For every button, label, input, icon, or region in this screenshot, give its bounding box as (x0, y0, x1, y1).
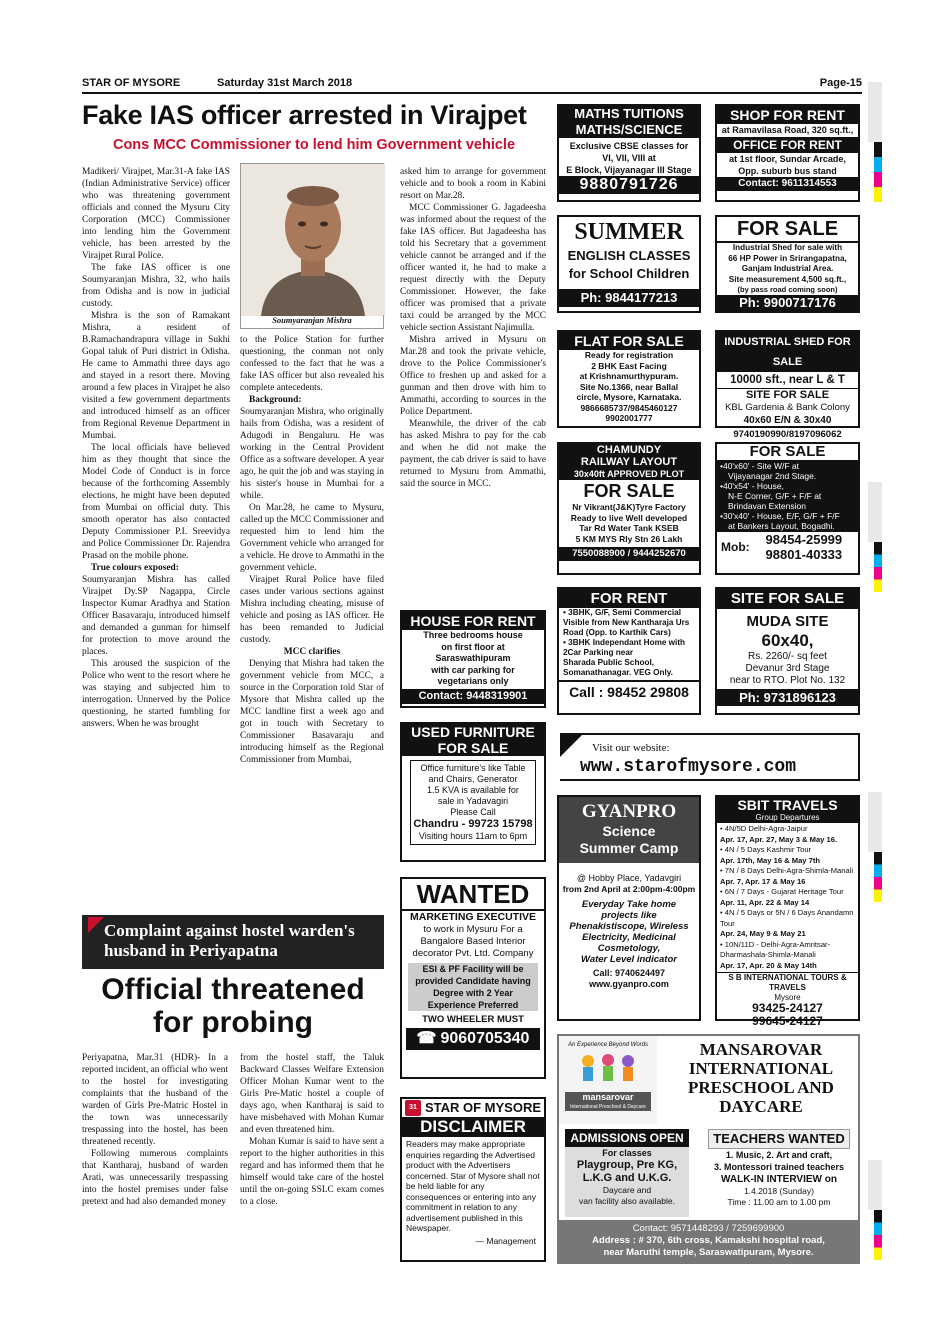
ad-text: decorator Pvt. Ltd. Company (412, 948, 534, 959)
paragraph: MCC Commissioner G. Jagadeesha was informed about the request of the fake IAS officer. But Jagadeesha has told his Secretary that a government vehicle cannot be arranged and if the officer wanted it, he had to make a request directly with the Deputy Commissioner. However, the fake officer was promised that a private taxi could be arranged by the MCC vehicle section Assistant Najimulla. (400, 203, 546, 333)
ad-phone: 99645-24127 (752, 1014, 823, 1028)
ad-website (560, 733, 860, 781)
flag-icon (88, 917, 104, 933)
ad-text: and Chairs, Generator (428, 774, 518, 784)
ad-chamundy (557, 442, 701, 575)
margin-bar (868, 1160, 882, 1210)
ad-text: Opp. suburb bus stand (738, 166, 837, 176)
ad-site-sale (715, 587, 860, 715)
paragraph: Madikeri/ Virajpet, Mar.31-A fake IAS (Indian Administrative Service) officer who was threatening government officials and conned the Mysuru City Corporation (MCC) Commissioner into lending him the Government vehicle, has been arrested by the Virajpet Rural Police. (82, 167, 230, 261)
ad-text: Degree with 2 Year (433, 988, 513, 998)
ad-phone: Contact: 9611314553 (717, 177, 858, 191)
ad-text: 1.5 KVA is available for (427, 785, 519, 795)
ad-text: Office furniture's like Table (420, 763, 526, 773)
ad-text: van facility also available. (579, 1196, 675, 1206)
ad-phone: 9902001777 (605, 413, 653, 423)
ad-text: Ready for registration (584, 350, 674, 360)
ad-text: Water Level indicator (581, 954, 677, 965)
paragraph: On Mar.28, he came to Mysuru, called up the MCC Commissioner and requested him to lend him the Government vehicle who arranged for a vehicle. He drove to Ammathi in the government vehicle. (240, 503, 384, 573)
ad-text: L.K.G and U.K.G. (582, 1172, 672, 1184)
ad-text: from 2nd April at 2:00pm-4:00pm (562, 884, 696, 894)
paragraph: Mishra arrived in Mysuru on Mar.28 and took the private vehicle, drove to the Police Commissioner's Office to freshen up and asked for a gunman and then drove with him to Ammathi, according to sources in the Police Department. (400, 335, 546, 417)
ad-logo: International Preschool & Daycare (565, 1103, 651, 1111)
ad-text: Time : 11.00 am to 1.00 pm (727, 1197, 831, 1207)
ad-summer (557, 215, 701, 313)
ad-shop-rent (715, 104, 860, 202)
ad-title: MATHS/SCIENCE (559, 122, 699, 138)
issue-date: Saturday 31st March 2018 (217, 77, 353, 89)
ad-text: • 3BHK, G/F, Semi Commercial (563, 608, 681, 617)
ad-flat (557, 330, 701, 428)
ad-title: INDUSTRIAL SHED FOR SALE (717, 332, 858, 372)
list-item: • 6N / 7 Days - Gujarat Heritage Tour (720, 887, 844, 896)
ad-text: 2 BHK East Facing (591, 360, 667, 371)
ad-logo: mansarovar (565, 1092, 651, 1103)
list-item: Apr. 11, Apr. 22 & May 14 (720, 897, 810, 907)
ad-for-sale-shed (715, 215, 860, 313)
subhead: MCC clarifies (283, 647, 341, 657)
ad-phone: Ph: 9900717176 (717, 295, 858, 311)
ad-maths (557, 104, 701, 202)
ad-text: 40x60 E/N & 30x40 (743, 415, 832, 426)
ad-text: MARKETING EXECUTIVE (409, 911, 536, 923)
list-item: Apr. 17, Apr. 27, May 3 & May 16. (720, 834, 838, 844)
ad-disclaimer (400, 1097, 546, 1262)
ad-text: VI, VII, VIII at (602, 153, 656, 163)
ad-phone: 98454-25999 (765, 532, 843, 547)
main-col-3 (400, 166, 546, 606)
ad-title: FLAT FOR SALE (559, 332, 699, 350)
photo-caption: Soumyaranjan Mishra (240, 315, 384, 329)
ad-title: Science (602, 823, 656, 839)
main-col-2 (240, 334, 384, 894)
ad-text: Site No.1366, near Ballal (579, 381, 679, 392)
ad-title: GYANPRO (581, 801, 677, 822)
second-col-1 (82, 1052, 228, 1262)
kids-icon (573, 1051, 643, 1085)
margin-bar (868, 792, 882, 852)
corner-icon (560, 735, 582, 757)
paragraph: Virajpet Rural Police have filed cases under various sections against Mishra including cheating, misuse of vehicle and posing as IAS officer. He has been remanded to Judicial custody. (240, 575, 384, 645)
ad-phone: Call : 98452 29808 (559, 680, 699, 702)
ad-text: Tar Rd Water Tank KSEB (579, 523, 679, 533)
ad-text: near Maruthi temple, Saraswatipuram, Mysore. (603, 1247, 814, 1258)
ad-text: 1. Music, 2. Art and craft, (725, 1150, 833, 1160)
ad-text: 1.4.2018 (Sunday) (744, 1186, 814, 1196)
cmyk-mark (874, 142, 882, 202)
ad-title: INTERNATIONAL (688, 1059, 834, 1078)
list-item: Apr. 7, Apr. 17 & May 16 (720, 876, 806, 886)
person-photo (241, 164, 385, 316)
ad-text: Address : # 370, 6th cross, Kamakshi hospital road, (592, 1235, 825, 1246)
ad-wanted (400, 877, 546, 1079)
banner-text: Complaint against hostel warden's husband in Periyapatna (104, 921, 355, 960)
ad-title: HOUSE FOR RENT (402, 612, 544, 630)
ad-text: Electricity, Medicinal (582, 932, 676, 943)
ad-text: Exclusive CBSE classes for (569, 141, 689, 151)
ad-title: FOR SALE (717, 217, 858, 243)
ad-title: TEACHERS WANTED (708, 1129, 849, 1149)
subhead-label: Background: (249, 395, 302, 405)
paragraph: Periyapatna, Mar.31 (HDR)- In a reported incident, an official who went to the hostel for investigating complaints that the husband of the warden of Girls Pre-Matric Hostel in the town was unnecessarily trespassing into the hostel, has been threatened recently. (82, 1053, 228, 1147)
ad-phone: 7550088900 / 9444252670 (559, 547, 699, 561)
ad-phone: Chandru - 99723 15798 (413, 818, 533, 830)
ad-phone: 9740190990/8197096062 (717, 427, 858, 442)
main-subhead: Cons MCC Commissioner to lend him Government vehicle (112, 137, 516, 153)
ad-text: WALK-IN INTERVIEW on (721, 1174, 837, 1185)
ad-text: Mysore (774, 993, 801, 1002)
ad-text: on first floor at (441, 641, 505, 652)
ad-title: MUDA SITE (746, 613, 829, 630)
ad-text: at 1st floor, Sundar Arcade, (729, 154, 846, 164)
ad-title: SITE FOR SALE (717, 388, 858, 402)
ad-phone: 9060705340 (440, 1030, 530, 1047)
margin-bar (868, 482, 882, 542)
ad-text: @ Hobby Place, Yadavgiri (576, 873, 682, 883)
ad-text: Experience Preferred (427, 1000, 519, 1010)
ad-text: at Krishnamurthypuram. (579, 371, 679, 381)
ad-text: (by pass road coming soon) (737, 285, 838, 294)
ad-title: STAR OF MYSORE (424, 1100, 542, 1115)
ad-title: DAYCARE (719, 1097, 803, 1116)
paragraph: Soumyaranjan Mishra has called Virajpet Dy.SP Nagappa, Circle Inspector Kumar Aradhya and Station Officer Basavaraju, introduced himself and demanded a gunman for himself for protection to move around the places. (82, 575, 230, 657)
ad-phone: 9866685737/9845460127 (580, 402, 678, 413)
ad-phone: Contact: 9448319901 (402, 689, 544, 704)
ad-text: Three bedrooms house (423, 630, 523, 640)
paragraph: The local officials have believed him as they thought that since the Model Code of Conduct is in force because of the forthcoming Assembly elections, he might have been deputed from Mumbai on official duty. This smooth operator has also contacted Deputy Commissioner P.I. Sreevidya and Police Commissioner Dr. Rajendra Prasad on the mobile phone. (82, 443, 230, 561)
ad-text: 60x40, (761, 631, 814, 650)
ad-text: Visible from New Kantharaja Urs (563, 618, 690, 627)
ad-gyanpro (557, 795, 701, 1021)
ad-text: to work in Mysuru For a (423, 924, 523, 935)
ad-text: Industrial Shed for sale with (732, 243, 843, 252)
paragraph: from the hostel staff, the Taluk Backward Classes Welfare Extension Officer Mohan Kumar went to the Girls Pre-Matic hostel a couple of days ago, when Kantharaj is said to have misbehaved with Mohan Kumar and even threatened him. (240, 1053, 384, 1135)
ad-phone: Ph: 9844177213 (559, 289, 699, 307)
ad-title: USED FURNITURE (402, 724, 544, 740)
ad-text: 10000 sft., near L & T (730, 374, 845, 386)
ad-text: An Experience Beyond Words (567, 1042, 649, 1048)
ad-sbit-travels (715, 795, 860, 1028)
ad-text: sale in Yadavagiri (437, 796, 509, 806)
cmyk-mark (874, 1210, 882, 1260)
ad-text: Devanur 3rd Stage (745, 663, 830, 674)
ad-text: Vijayanagar 2nd Stage. (728, 471, 817, 481)
ad-text: 2Car Parking near (563, 648, 634, 657)
subhead-label: True colours exposed: (91, 563, 179, 573)
ad-text: Cosmetology, (597, 943, 661, 954)
ad-text: circle, Mysore, Karnataka. (576, 392, 682, 402)
ad-text: Sharada Public School, (563, 658, 654, 667)
ad-for-rent (557, 587, 701, 715)
list-item: Apr. 24, May 9 & May 21 (720, 929, 806, 938)
ad-text: Please Call (450, 807, 496, 817)
ad-text: — Management (475, 1235, 536, 1246)
ad-text: vegetarians only (437, 676, 509, 686)
paragraph: to the Police Station for further questioning, the conman not only confessed to the fact that he was a fake IAS officer but also revealed his complete antecedents. (240, 335, 384, 393)
second-headline: Official threatened for probing (101, 973, 365, 1039)
ad-text: Phenakistiscope, Wireless (569, 921, 689, 932)
list-item: Apr. 17, Apr. 20 & May 14th (720, 960, 817, 970)
ad-text: at Bankers Layout, Bogadhi. (728, 521, 835, 531)
ad-text: Bangalore Based Interior (420, 936, 526, 947)
ad-phone: 9880791726 (559, 176, 699, 194)
ad-phone: Ph: 9731896123 (717, 689, 858, 706)
ad-text: Somanathanagar. VEG Only. (563, 668, 673, 677)
ad-title: MANSAROVAR (699, 1040, 823, 1059)
phone-icon: ☎ (416, 1030, 437, 1047)
ad-text: at Ramavilasa Road, 320 sq.ft., (721, 125, 854, 135)
ad-for-sale-houses (715, 442, 860, 575)
ad-title: WANTED (402, 879, 544, 911)
tour-list (717, 823, 858, 972)
list-item: • 7N / 8 Days Delhi-Agra-Shimla-Manali (720, 866, 854, 875)
ad-text: Readers may make appropriate enquiries regarding the Advertised product with the Advertisers concerned. Star of Mysore shall not be held liable for any consequences or entering into any commitment in relation to any advertisement published in this Newspaper. (406, 1139, 540, 1233)
ad-text: near to RTO. Plot No. 132 (729, 675, 846, 686)
ad-text: N-E Corner, G/F + F/F at (728, 491, 822, 501)
main-headline: Fake IAS officer arrested in Virajpet (82, 100, 527, 130)
margin-bar (868, 82, 882, 142)
ad-text: provided Candidate having (415, 976, 531, 986)
ad-house-rent (400, 610, 546, 708)
ad-title: SBIT TRAVELS (717, 797, 858, 813)
ad-text: Rs. 2260/- sq feet (748, 651, 827, 662)
ad-title: Summer Camp (579, 840, 679, 856)
ad-title: FOR SALE (749, 443, 826, 460)
ad-phone: 98801-40333 (765, 547, 843, 562)
ad-text: Site measurement 4,500 sq.ft., (728, 274, 847, 284)
ad-text: Playgroup, Pre KG, (576, 1159, 678, 1171)
ad-text: Daycare and (602, 1185, 652, 1195)
ad-text: projects like (601, 910, 657, 921)
main-col-1 (82, 166, 230, 893)
ad-text: ESI & PF Facility will be (422, 964, 524, 974)
ad-title: MATHS TUITIONS (559, 106, 699, 122)
page-number: Page-15 (819, 77, 862, 89)
ad-title: ADMISSIONS OPEN (565, 1129, 689, 1147)
ad-title: RAILWAY LAYOUT (559, 456, 699, 468)
list-item: • 10N/11D - Delhi-Agra-Amritsar- (720, 939, 831, 949)
ad-text: 66 HP Power in Srirangapatna, (728, 253, 847, 263)
ad-text: Visit our website: (592, 742, 670, 754)
ad-title: SITE FOR SALE (717, 589, 858, 609)
ad-title: CHAMUNDY (559, 444, 699, 456)
paragraph: The fake IAS officer is one Soumyaranjan Mishra, 32, who hails from Odisha and is now in judicial custody. (82, 263, 230, 309)
ad-title: FOR SALE (402, 740, 544, 756)
ad-text: Everyday Take home (581, 899, 677, 910)
paragraph: Denying that Mishra had taken the government vehicle from MCC, a source in the Corporation told Star of Mysore that Mishra called up the MCC landline first a week ago and got in touch with Secretary to Commissioner Basavaraju and introducing himself as the Regional Commissioner from Mumbai, (240, 659, 384, 765)
ad-text: E Block, Vijayanagar III Stage (566, 165, 692, 175)
ad-text: • 3BHK Independant Home with (563, 638, 686, 647)
ad-text: 5 KM MYS Rly Stn 26 Lakh (575, 533, 683, 544)
ad-text: ENGLISH CLASSES (567, 248, 691, 263)
list-item: • 4N / 5 Days or 5N / 6 Days Anandamn Tour (720, 908, 854, 928)
ad-text: •30'x40' - House, E/F, G/F + F/F (720, 511, 840, 521)
ad-text: S B INTERNATIONAL TOURS & TRAVELS (717, 972, 858, 993)
ad-link: www.gyanpro.com (589, 979, 669, 989)
complaint-banner (82, 915, 384, 969)
ad-title: SHOP FOR RENT (717, 106, 858, 124)
ad-text: Road (Opp. to Karthik Cars) (563, 628, 671, 637)
ad-text: For classes (602, 1148, 652, 1158)
cmyk-mark (874, 542, 882, 592)
ad-text: •40'x60' - Site W/F at (720, 461, 799, 471)
ad-title: FOR SALE (583, 481, 675, 501)
photo-soumyaranjan (240, 163, 384, 315)
ad-phone: Call: 9740624497 (592, 968, 666, 978)
ad-text: Saraswathipuram (435, 653, 511, 663)
list-item: • 4N/5D Delhi-Agra-Jaipur (720, 824, 808, 833)
ad-label: Mob: (721, 540, 750, 554)
ad-title: DISCLAIMER (402, 1117, 544, 1137)
ad-title: PRESCHOOL AND (688, 1078, 834, 1097)
ad-title: OFFICE FOR RENT (717, 137, 858, 153)
ad-text: with car parking for (431, 664, 515, 675)
list-item: • 4N / 5 Days Kashmir Tour (720, 845, 812, 854)
logo-icon: 31 (405, 1100, 421, 1116)
paragraph: Meanwhile, the driver of the cab has asked Mishra to pay for the cab and when he did not make the payment, the cab driver is said to have returned to Mysuru from Ammathi, said the source in MCC. (400, 419, 546, 489)
paragraph: Mohan Kumar is said to have sent a report to the higher authorities in this regard and has informed them that he himself would take care of the hostel until the on-going SSLC exam comes to a close. (240, 1137, 384, 1207)
list-item: Apr. 17th, May 16 & May 7th (720, 855, 821, 865)
ad-title: 30x40ft APPROVED PLOT (559, 468, 699, 480)
ad-industrial-shed (715, 330, 860, 440)
ad-text: Ganjam Industrial Area. (741, 264, 834, 273)
paragraph: This aroused the suspicion of the Police who went to the resort where he was staying and subjected him to interrogation. Unnerved by the Police questioning, he started fumbling for answers. When he was brought (82, 659, 230, 729)
ad-text: TWO WHEELER MUST (422, 1014, 524, 1025)
ad-text: Visiting hours 11am to 6pm (418, 831, 528, 841)
list-item: Dharmashala-Shimla-Manali (720, 950, 816, 959)
ad-text: KBL Gardenia & Bank Colony (725, 402, 850, 413)
ad-text: 3. Montessori trained teachers (713, 1162, 845, 1172)
ad-title: SUMMER (574, 219, 684, 245)
ad-text: for School Children (568, 266, 690, 281)
paragraph: asked him to arrange for government vehicle and to book a room in Kabini resort on Mar.28. (400, 167, 546, 201)
paragraph: Mishra is the son of Ramakant Mishra, a resident of B.Ramachandrapura village in Sukhi Gopal taluk of Puri district in Odisha. He came to Ammathi three days ago and stayed in a resort there. Moving around a few places in Virajpet he also visited a few government departments and introduced himself as an officer from Regional Revenue Department in Mumbai. (82, 311, 230, 441)
ad-title: FOR RENT (559, 589, 699, 608)
second-col-2 (240, 1052, 384, 1262)
ad-text: Ready to live Well developed (570, 512, 688, 523)
ad-phone: 93425-24127 (752, 1001, 823, 1015)
website-link[interactable]: www.starofmysore.com (580, 757, 797, 777)
ad-text: •40'x54' - House, (720, 481, 784, 491)
paper-name: STAR OF MYSORE (82, 77, 181, 89)
paragraph: Following numerous complaints that Kantharaj, husband of warden Arati, was unnecessarily trespassing into the hostel premises under false pretext and had also demanded money (82, 1149, 228, 1207)
ad-text: Brindavan Extension (728, 501, 806, 511)
ad-text: Nr Vikrant(J&K)Tyre Factory (572, 502, 686, 512)
ad-mansarovar (557, 1034, 860, 1264)
paragraph: Soumyaranjan Mishra, who originally hails from Odisha, was a resident of Adugodi in Bengaluru. He was working in the Central Provident Office as a software developer. A year ago, he quit the job and was staying in his sister's house in Mumbai for a while. (240, 407, 384, 501)
ad-text: Group Departures (717, 813, 858, 823)
page-header (82, 76, 862, 94)
cmyk-mark (874, 852, 882, 902)
ad-used-furniture (400, 722, 546, 862)
ad-phone: Contact: 9571448293 / 7259699900 (632, 1223, 785, 1234)
